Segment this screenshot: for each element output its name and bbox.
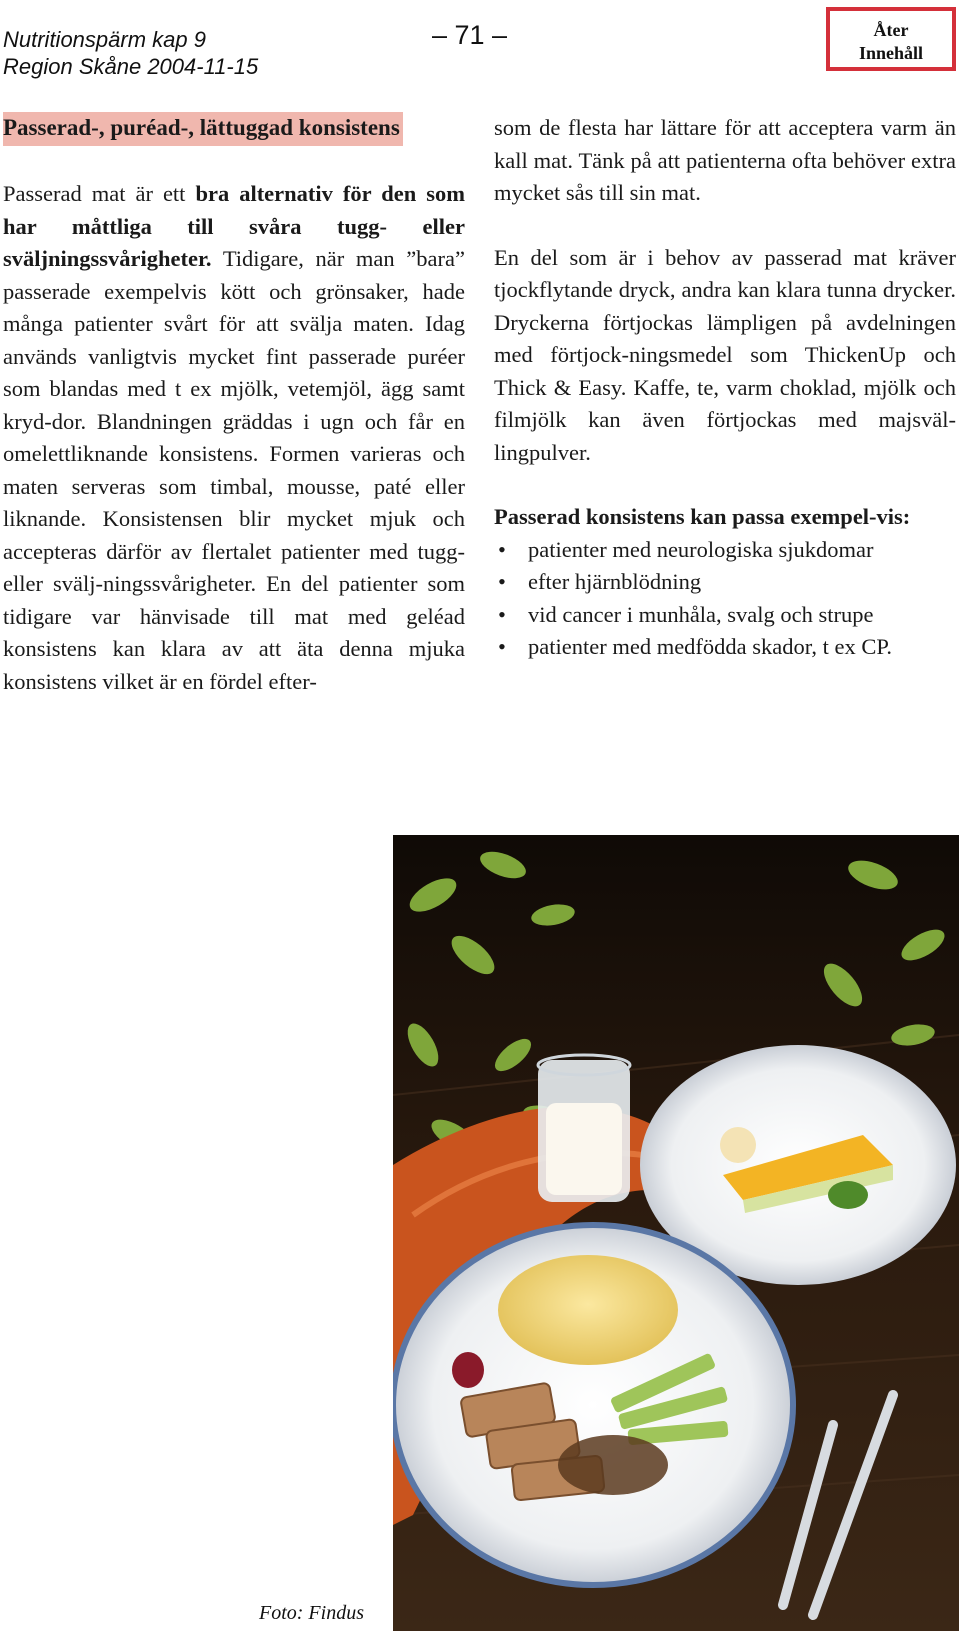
bullet-icon: • [498, 601, 506, 627]
back-to-contents-button[interactable] [826, 7, 956, 71]
mashed-potatoes [498, 1255, 678, 1365]
intro-text: Passerad mat är ett [3, 181, 196, 206]
list-item: • patienter med neurologiska sjukdomar [494, 534, 956, 567]
list-item: • efter hjärnblödning [494, 566, 956, 599]
gravy [558, 1435, 668, 1495]
drinks-paragraph: En del som är i behov av passerad mat kräver tjockflytande dryck, andra kan klara tunna drycker. Dryckerna förtjockas lämpligen på avdelningen med förtjock-ningsmedel som ThickenUp och Thick & Easy. Kaffe, te, varm choklad, mjölk och filmjölk kan även förtjockas med majsväl-lingpulver. [494, 244, 956, 465]
region-date: Region Skåne 2004-11-15 [3, 54, 259, 79]
photo-caption: Foto: Findus [259, 1602, 364, 1624]
right-column [494, 112, 956, 664]
left-column [3, 112, 465, 698]
document-header [3, 26, 343, 80]
suitability-list [494, 534, 956, 664]
lingonberry [452, 1352, 484, 1388]
back-button-line1: Åter [873, 20, 909, 40]
bullet-icon: • [498, 536, 506, 562]
list-item: • patienter med medfödda skador, t ex CP. [494, 631, 956, 664]
food-photo [393, 835, 959, 1631]
food-photo-illustration [393, 835, 959, 1631]
document-title: Nutritionspärm kap 9 [3, 27, 206, 52]
intro-rest-text: Tidigare, när man ”bara” passerade exempelvis kött och grönsaker, hade många patienter svårt för att svälja maten. Idag används vanligtvis mycket fint passerade puréer som blandas med t ex mjölk, vetemjöl, ägg samt kryd-dor. Blandningen gräddas i ugn och får en omelettliknande konsistens. Formen varieras och maten serveras som timbal, mousse, paté eller liknande. Konsistensen blir mycket mjuk och accepteras därför av flertalet patienter med tugg- eller svälj-ningssvårigheter. En del patienter som tidigare var hänvisade till mat med geléad konsistens kan klara av att äta denna mjuka konsistens vilket är en fördel efter- [3, 246, 465, 694]
section-title: Passerad-, puréad-, lättuggad konsistens [3, 112, 403, 146]
bullet-icon: • [498, 634, 506, 659]
mint-leaf [828, 1181, 868, 1209]
intro-paragraph [3, 178, 465, 698]
intro-bold-text: bra alternativ för den som har måttliga till svåra tugg- eller sväljningssvårigheter. [3, 181, 465, 271]
list-heading: Passerad konsistens kan passa exempel-vis: [494, 504, 911, 529]
back-button-line2: Innehåll [858, 43, 924, 63]
continued-paragraph: som de flesta har lättare för att acceptera varm än kall mat. Tänk på att patienterna ofta behöver extra mycket sås till sin mat. [494, 115, 956, 205]
cream-topping [720, 1127, 756, 1163]
page-number: – 71 – [432, 20, 508, 50]
list-item: • vid cancer i munhåla, svalg och strupe [494, 599, 956, 632]
bullet-icon: • [498, 569, 506, 594]
